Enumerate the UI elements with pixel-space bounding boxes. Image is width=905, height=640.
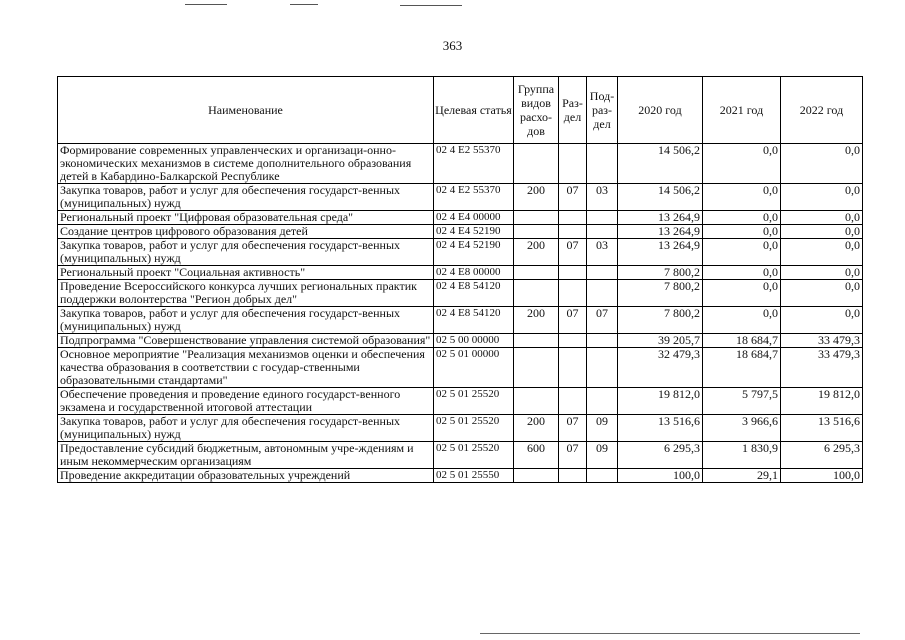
- cell-name: Региональный проект "Социальная активность": [58, 266, 434, 280]
- cell-subsection: 03: [587, 184, 618, 211]
- cell-section: [559, 280, 587, 307]
- table-row: [58, 211, 863, 225]
- cell-target-article: 02 4 E8 54120: [434, 280, 514, 307]
- cell-expense-group: [514, 280, 559, 307]
- cell-year-2021: 18 684,7: [703, 348, 781, 388]
- cell-name: Основное мероприятие "Реализация механизмов оценки и обеспечения качества образования в соответствии с государ-ственными образовательными стандартами": [58, 348, 434, 388]
- cell-name: Региональный проект "Цифровая образовательная среда": [58, 211, 434, 225]
- cell-year-2022: 33 479,3: [781, 348, 863, 388]
- cell-year-2021: 0,0: [703, 239, 781, 266]
- cell-year-2020: 13 264,9: [618, 211, 703, 225]
- cell-section: [559, 211, 587, 225]
- cell-target-article: 02 5 01 25520: [434, 442, 514, 469]
- cell-expense-group: 200: [514, 239, 559, 266]
- cell-target-article: 02 5 01 00000: [434, 348, 514, 388]
- cell-year-2020: 19 812,0: [618, 388, 703, 415]
- cell-subsection: [587, 388, 618, 415]
- header-section: Раз-дел: [559, 77, 587, 144]
- header-name: Наименование: [58, 77, 434, 144]
- scan-artifact-line: [400, 5, 462, 6]
- cell-section: [559, 266, 587, 280]
- cell-year-2020: 13 516,6: [618, 415, 703, 442]
- cell-year-2022: 0,0: [781, 144, 863, 184]
- cell-subsection: [587, 266, 618, 280]
- cell-section: [559, 225, 587, 239]
- cell-name: Предоставление субсидий бюджетным, автономным учре-ждениям и иным некоммерческим организациям: [58, 442, 434, 469]
- cell-subsection: [587, 211, 618, 225]
- table-row: [58, 184, 863, 211]
- cell-year-2021: 0,0: [703, 211, 781, 225]
- cell-year-2022: 0,0: [781, 225, 863, 239]
- header-year-2022: 2022 год: [781, 77, 863, 144]
- cell-section: 07: [559, 415, 587, 442]
- cell-subsection: [587, 469, 618, 483]
- cell-year-2020: 100,0: [618, 469, 703, 483]
- cell-expense-group: 200: [514, 307, 559, 334]
- cell-year-2022: 0,0: [781, 266, 863, 280]
- cell-target-article: 02 4 E4 52190: [434, 225, 514, 239]
- cell-expense-group: [514, 469, 559, 483]
- cell-subsection: [587, 280, 618, 307]
- header-year-2020: 2020 год: [618, 77, 703, 144]
- cell-expense-group: [514, 388, 559, 415]
- cell-expense-group: [514, 225, 559, 239]
- cell-year-2022: 100,0: [781, 469, 863, 483]
- cell-subsection: 09: [587, 442, 618, 469]
- cell-subsection: [587, 348, 618, 388]
- table-row: [58, 348, 863, 388]
- cell-expense-group: 200: [514, 415, 559, 442]
- cell-year-2022: 6 295,3: [781, 442, 863, 469]
- header-target-article: Целевая статья: [434, 77, 514, 144]
- cell-expense-group: [514, 144, 559, 184]
- cell-year-2020: 32 479,3: [618, 348, 703, 388]
- cell-year-2020: 6 295,3: [618, 442, 703, 469]
- cell-target-article: 02 4 E4 52190: [434, 239, 514, 266]
- cell-name: Проведение Всероссийского конкурса лучших региональных практик поддержки волонтерства "Регион добрых дел": [58, 280, 434, 307]
- scan-artifact-line: [185, 4, 227, 5]
- cell-name: Подпрограмма "Совершенствование управления системой образования": [58, 334, 434, 348]
- cell-year-2021: 18 684,7: [703, 334, 781, 348]
- cell-subsection: 03: [587, 239, 618, 266]
- cell-name: Формирование современных управленческих и организаци-онно-экономических механизмов в системе дополнительного образования детей в Кабардино-Балкарской Республике: [58, 144, 434, 184]
- table-row: [58, 266, 863, 280]
- cell-target-article: 02 4 E4 00000: [434, 211, 514, 225]
- cell-target-article: 02 4 E2 55370: [434, 144, 514, 184]
- cell-year-2021: 0,0: [703, 280, 781, 307]
- cell-expense-group: 200: [514, 184, 559, 211]
- table-row: [58, 239, 863, 266]
- budget-table: [57, 76, 863, 483]
- cell-name: Создание центров цифрового образования детей: [58, 225, 434, 239]
- cell-year-2020: 7 800,2: [618, 266, 703, 280]
- cell-target-article: 02 5 00 00000: [434, 334, 514, 348]
- cell-year-2022: 19 812,0: [781, 388, 863, 415]
- cell-expense-group: [514, 334, 559, 348]
- cell-name: Закупка товаров, работ и услуг для обеспечения государст-венных (муниципальных) нужд: [58, 239, 434, 266]
- cell-year-2021: 5 797,5: [703, 388, 781, 415]
- cell-section: 07: [559, 184, 587, 211]
- cell-year-2020: 7 800,2: [618, 280, 703, 307]
- cell-expense-group: [514, 266, 559, 280]
- cell-year-2021: 0,0: [703, 225, 781, 239]
- scan-artifact-line: [290, 4, 318, 5]
- cell-year-2021: 0,0: [703, 144, 781, 184]
- cell-target-article: 02 4 E2 55370: [434, 184, 514, 211]
- cell-year-2022: 0,0: [781, 307, 863, 334]
- page-number: 363: [442, 38, 463, 53]
- table-header-row: [58, 77, 863, 144]
- cell-name: Закупка товаров, работ и услуг для обеспечения государст-венных (муниципальных) нужд: [58, 307, 434, 334]
- cell-section: [559, 388, 587, 415]
- cell-year-2022: 13 516,6: [781, 415, 863, 442]
- table-row: [58, 280, 863, 307]
- cell-year-2020: 13 264,9: [618, 239, 703, 266]
- cell-year-2021: 0,0: [703, 307, 781, 334]
- cell-section: 07: [559, 442, 587, 469]
- cell-expense-group: [514, 348, 559, 388]
- cell-section: [559, 348, 587, 388]
- cell-year-2020: 7 800,2: [618, 307, 703, 334]
- cell-target-article: 02 5 01 25520: [434, 388, 514, 415]
- cell-target-article: 02 4 E8 00000: [434, 266, 514, 280]
- cell-year-2020: 14 506,2: [618, 144, 703, 184]
- table-row: [58, 225, 863, 239]
- cell-year-2022: 0,0: [781, 280, 863, 307]
- cell-name: Закупка товаров, работ и услуг для обеспечения государст-венных (муниципальных) нужд: [58, 184, 434, 211]
- cell-year-2021: 29,1: [703, 469, 781, 483]
- table-row: [58, 469, 863, 483]
- header-year-2021: 2021 год: [703, 77, 781, 144]
- table-row: [58, 334, 863, 348]
- cell-section: 07: [559, 307, 587, 334]
- cell-section: [559, 144, 587, 184]
- table-body: [58, 144, 863, 483]
- cell-expense-group: [514, 211, 559, 225]
- table-row: [58, 307, 863, 334]
- cell-name: Проведение аккредитации образовательных учреждений: [58, 469, 434, 483]
- scan-artifact-line: [480, 633, 860, 634]
- table-row: [58, 442, 863, 469]
- cell-subsection: [587, 225, 618, 239]
- cell-year-2021: 0,0: [703, 184, 781, 211]
- cell-year-2021: 1 830,9: [703, 442, 781, 469]
- cell-year-2021: 0,0: [703, 266, 781, 280]
- cell-subsection: [587, 334, 618, 348]
- table-row: [58, 415, 863, 442]
- cell-year-2020: 39 205,7: [618, 334, 703, 348]
- cell-section: 07: [559, 239, 587, 266]
- cell-year-2022: 0,0: [781, 211, 863, 225]
- cell-year-2021: 3 966,6: [703, 415, 781, 442]
- cell-subsection: 09: [587, 415, 618, 442]
- cell-name: Закупка товаров, работ и услуг для обеспечения государст-венных (муниципальных) нужд: [58, 415, 434, 442]
- cell-target-article: 02 5 01 25520: [434, 415, 514, 442]
- cell-target-article: 02 5 01 25550: [434, 469, 514, 483]
- table-row: [58, 144, 863, 184]
- cell-year-2022: 33 479,3: [781, 334, 863, 348]
- cell-target-article: 02 4 E8 54120: [434, 307, 514, 334]
- header-subsection: Под-раз-дел: [587, 77, 618, 144]
- cell-subsection: [587, 144, 618, 184]
- cell-subsection: 07: [587, 307, 618, 334]
- cell-year-2022: 0,0: [781, 239, 863, 266]
- cell-name: Обеспечение проведения и проведение единого государст-венного экзамена и государственной итоговой аттестации: [58, 388, 434, 415]
- cell-year-2022: 0,0: [781, 184, 863, 211]
- cell-year-2020: 13 264,9: [618, 225, 703, 239]
- header-expense-group: Группа видов расхо-дов: [514, 77, 559, 144]
- cell-section: [559, 334, 587, 348]
- cell-year-2020: 14 506,2: [618, 184, 703, 211]
- cell-section: [559, 469, 587, 483]
- cell-expense-group: 600: [514, 442, 559, 469]
- table-row: [58, 388, 863, 415]
